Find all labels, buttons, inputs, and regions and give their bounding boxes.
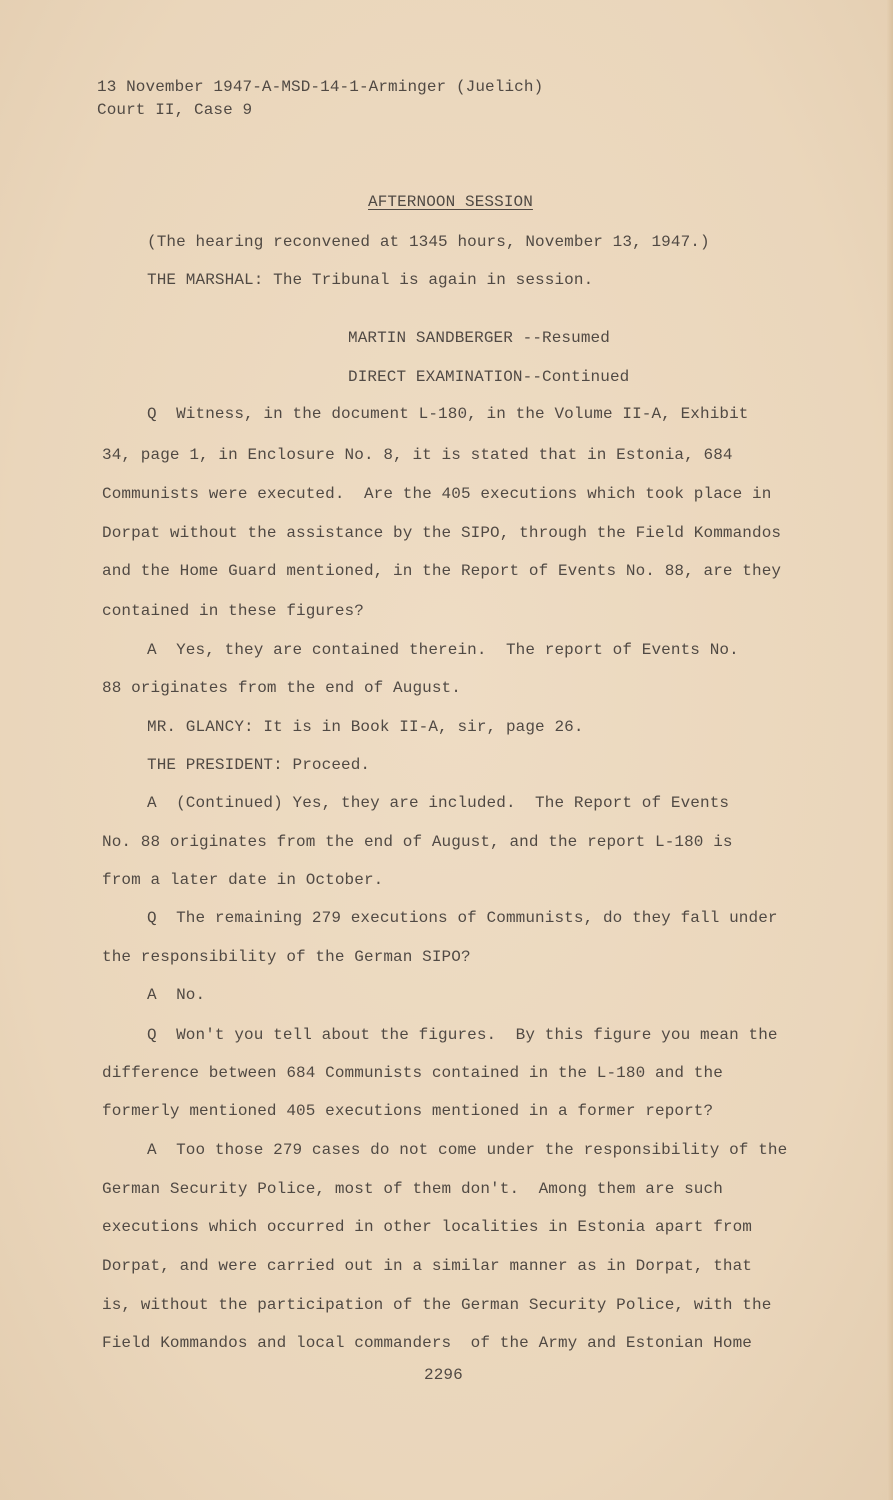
text-line: difference between 684 Communists contained in the L-180 and the (102, 1064, 723, 1082)
text-line: is, without the participation of the German Security Police, with the (102, 1296, 772, 1314)
text-line: formerly mentioned 405 executions mentioned in a former report? (102, 1102, 714, 1120)
text-line: contained in these figures? (102, 602, 364, 620)
header-line-2: Court II, Case 9 (97, 101, 253, 119)
text-line: A (Continued) Yes, they are included. The Report of Events (147, 794, 730, 812)
text-line: MR. GLANCY: It is in Book II-A, sir, page 26. (147, 718, 584, 736)
text-line: Q Witness, in the document L-180, in the Volume II-A, Exhibit (147, 405, 749, 423)
text-line: A Yes, they are contained therein. The report of Events No. (147, 641, 739, 659)
text-line: Field Kommandos and local commanders of the Army and Estonian Home (102, 1334, 753, 1352)
text-line: 88 originates from the end of August. (102, 679, 461, 697)
page-edge (887, 0, 893, 1500)
text-line: German Security Police, most of them don't. Among them are such (102, 1180, 723, 1198)
text-line: No. 88 originates from the end of August, and the report L-180 is (102, 833, 733, 851)
text-line: A Too those 279 cases do not come under the responsibility of the (147, 1141, 788, 1159)
witness-heading: MARTIN SANDBERGER --Resumed (348, 329, 610, 347)
text-line: the responsibility of the German SIPO? (102, 948, 471, 966)
text-line: and the Home Guard mentioned, in the Report of Events No. 88, are they (102, 562, 782, 580)
text-line: (The hearing reconvened at 1345 hours, November 13, 1947.) (147, 233, 710, 251)
text-line: 34, page 1, in Enclosure No. 8, it is stated that in Estonia, 684 (102, 446, 733, 464)
text-line: Q The remaining 279 executions of Communists, do they fall under (147, 909, 778, 927)
page-number: 2296 (424, 1366, 463, 1384)
text-line: Dorpat without the assistance by the SIPO, through the Field Kommandos (102, 524, 782, 542)
text-line: Q Won't you tell about the figures. By this figure you mean the (147, 1026, 778, 1044)
text-line: THE MARSHAL: The Tribunal is again in session. (147, 271, 594, 289)
text-line: Dorpat, and were carried out in a similar manner as in Dorpat, that (102, 1257, 753, 1275)
session-title: AFTERNOON SESSION (368, 193, 533, 211)
examination-heading: DIRECT EXAMINATION--Continued (348, 368, 630, 386)
header-line-1: 13 November 1947-A-MSD-14-1-Arminger (Juelich) (97, 78, 544, 96)
text-line: executions which occurred in other localities in Estonia apart from (102, 1218, 753, 1236)
text-line: Communists were executed. Are the 405 executions which took place in (102, 485, 772, 503)
text-line: from a later date in October. (102, 871, 384, 889)
text-line: THE PRESIDENT: Proceed. (147, 756, 371, 774)
text-line: A No. (147, 986, 206, 1004)
